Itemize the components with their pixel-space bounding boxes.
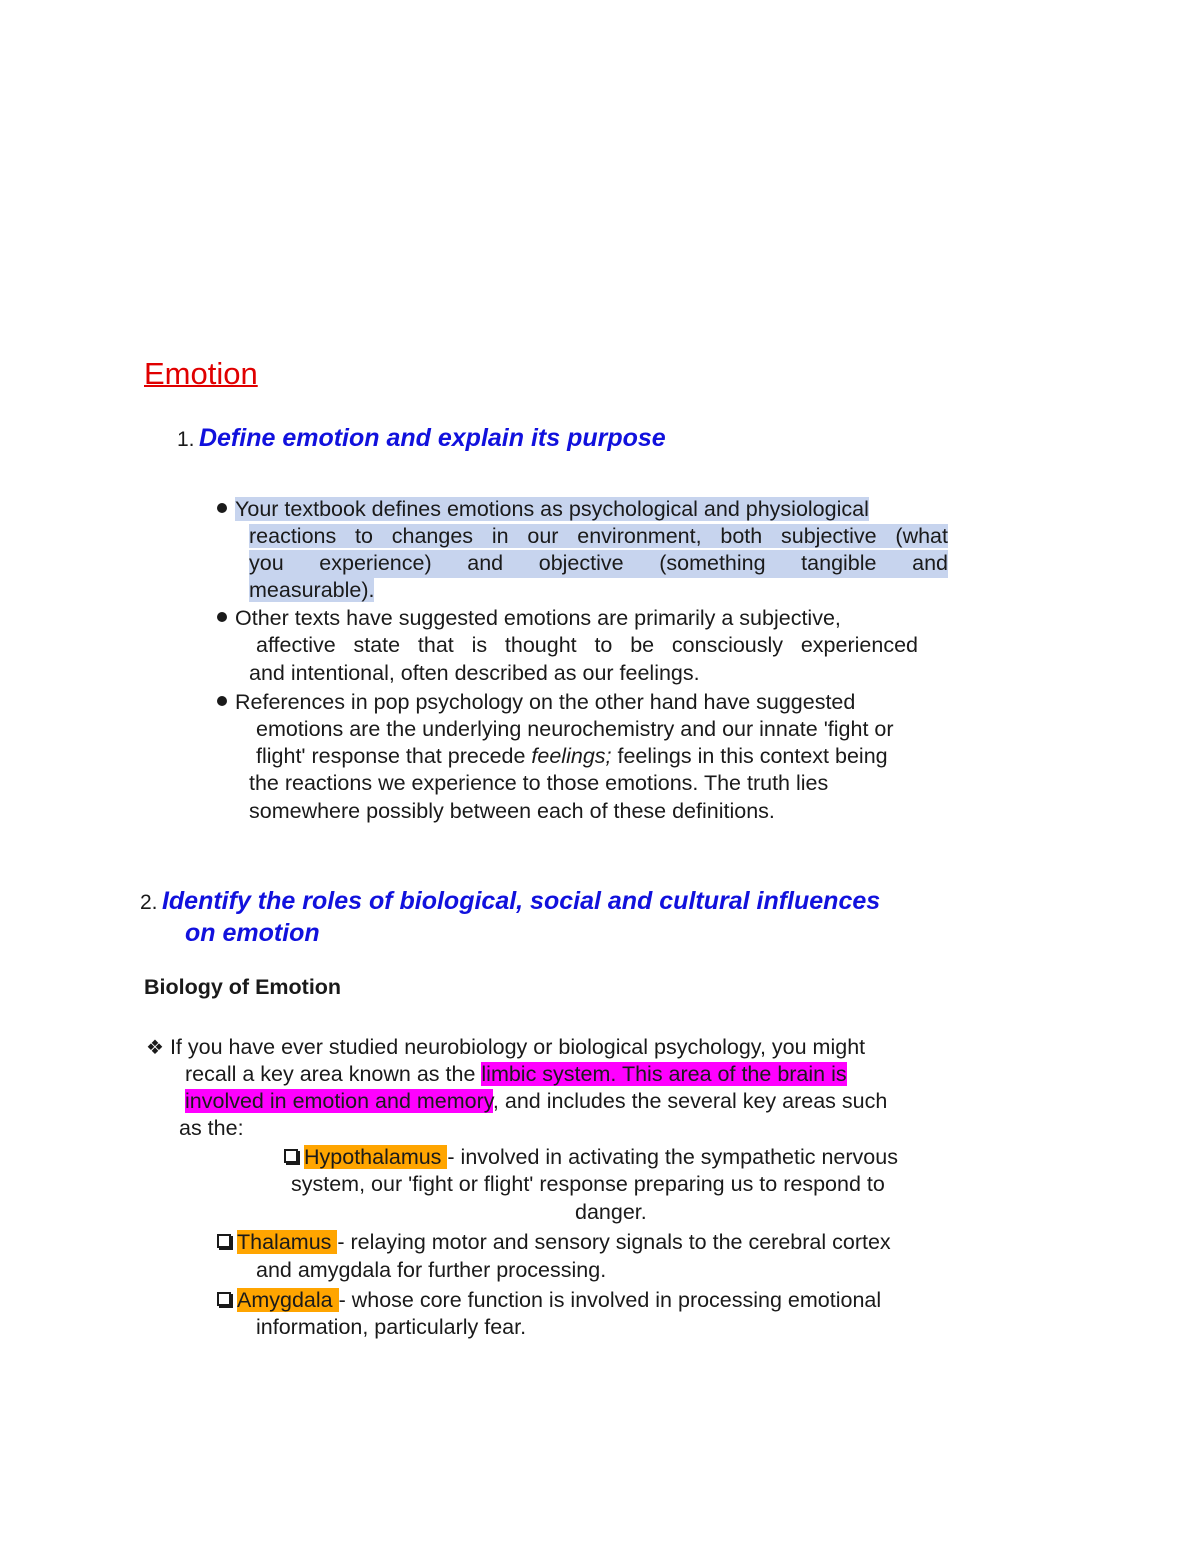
bullet-1-line-2: reactions to changes in our environment, both subjective (what (249, 524, 948, 548)
list-item (217, 1229, 891, 1257)
area-desc-line-2: information, particularly fear. (256, 1315, 527, 1339)
bullet-1-line-4-wrap (249, 577, 374, 605)
bullet-2-line-2: affective state that is thought to be consciously experienced (256, 633, 918, 657)
biology-para-text-2: recall a key area known as the (185, 1062, 482, 1086)
bullet-1-line-3: you experience) and objective (something tangible and (249, 550, 948, 578)
list-item (217, 1287, 881, 1315)
bullet-1-line-2-wrap (249, 523, 948, 551)
bullet-icon (217, 503, 227, 513)
area-name-amygdala: Amygdala (237, 1288, 339, 1312)
bullet-3-line-3-a: flight' response that precede (256, 744, 532, 768)
bullet-3-line-4: the reactions we experience to those emotions. The truth lies (249, 771, 829, 795)
bullet-list-item (217, 496, 869, 524)
bullet-icon (217, 612, 227, 622)
bullet-2-line-3: and intentional, often described as our feelings. (249, 661, 700, 685)
bullet-3-line-3-b: feelings in this context being (611, 744, 888, 768)
bullet-3-line-1: References in pop psychology on the other hand have suggested (235, 690, 856, 714)
area-name-hypothalamus: Hypothalamus (304, 1145, 448, 1169)
area-desc-line-2: and amygdala for further processing. (256, 1258, 607, 1282)
section-heading: Biology of Emotion (144, 975, 342, 999)
list-item (284, 1144, 898, 1172)
question-2-number: 2. (140, 891, 158, 914)
question-1 (177, 424, 666, 453)
area-desc-line-1: - involved in activating the sympathetic nervous (447, 1145, 898, 1169)
biology-para-line-1 (146, 1034, 865, 1063)
page-title: Emotion (144, 356, 258, 391)
biology-para-line-4: as the: (179, 1116, 244, 1140)
bullet-2-line-1: Other texts have suggested emotions are primarily a subjective, (235, 606, 841, 630)
question-1-text: Define emotion and explain its purpose (198, 424, 666, 452)
four-diamond-icon: ❖ (146, 1037, 164, 1059)
biology-para-text-3: , and includes the several key areas such (492, 1089, 888, 1113)
area-desc-line-1: - whose core function is involved in processing emotional (338, 1288, 882, 1312)
bullet-3-line-5: somewhere possibly between each of these definitions. (249, 799, 775, 823)
bullet-list-item (217, 605, 841, 633)
checkbox-icon (217, 1234, 231, 1248)
bullet-3-line-3 (256, 743, 888, 771)
area-desc-line-1: - relaying motor and sensory signals to the cerebral cortex (337, 1230, 891, 1254)
area-desc-line-3: danger. (575, 1200, 647, 1224)
question-2-line-1: Identify the roles of biological, social and cultural influences (161, 887, 881, 915)
checkbox-icon (284, 1149, 298, 1163)
limbic-highlight-2: involved in emotion and memory (185, 1089, 493, 1113)
bullet-3-emphasis: feelings; (531, 744, 612, 768)
checkbox-icon (217, 1292, 231, 1306)
bullet-3-line-2: emotions are the underlying neurochemistry and our innate 'fight or (256, 717, 894, 741)
question-2-line-2: on emotion (185, 919, 320, 947)
bullet-icon (217, 696, 227, 706)
question-2 (140, 887, 880, 916)
bullet-1-line-1: Your textbook defines emotions as psychological and physiological (235, 497, 869, 521)
bullet-list-item (217, 689, 855, 717)
question-1-number: 1. (177, 428, 195, 451)
limbic-highlight-1: limbic system. This area of the brain is (481, 1062, 847, 1086)
biology-para-text-1: If you have ever studied neurobiology or biological psychology, you might (169, 1035, 866, 1059)
area-desc-line-2: system, our 'fight or flight' response preparing us to respond to (291, 1172, 885, 1196)
bullet-1-line-4: measurable). (249, 578, 375, 602)
biology-para-line-3 (185, 1088, 887, 1116)
area-name-thalamus: Thalamus (237, 1230, 338, 1254)
biology-para-line-2 (185, 1061, 847, 1089)
